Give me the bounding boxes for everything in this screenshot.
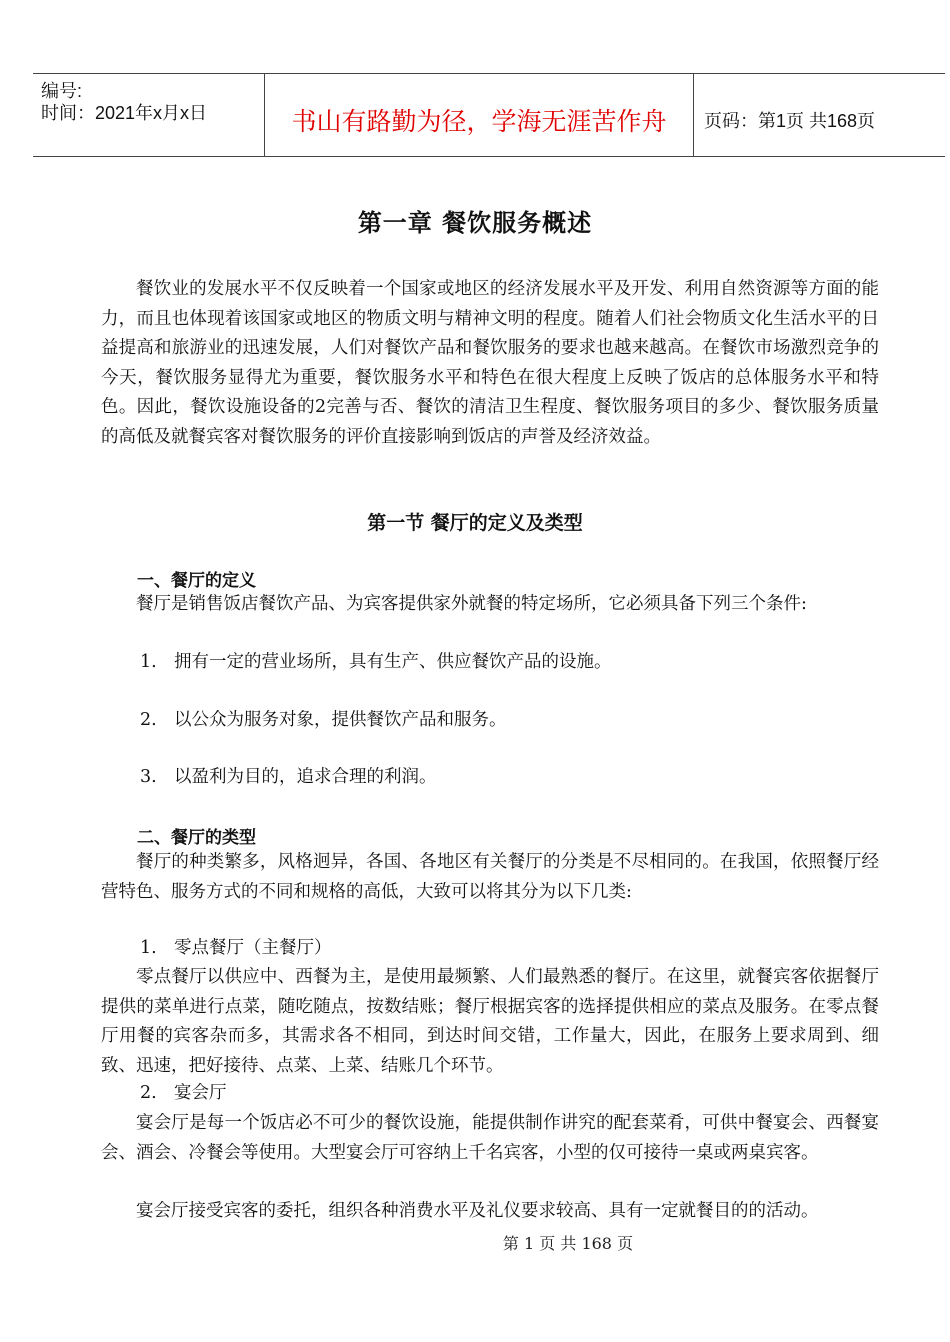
type1-paragraph: 零点餐厅以供应中、西餐为主，是使用最频繁、人们最熟悉的餐厅。在这里，就餐宾客依据餐厅提供的菜单进行点菜，随吃随点，按数结账；餐厅根据宾客的选择提供相应的菜点及服务。在零点餐厅用餐的宾客杂而多，其需求各不相同，到达时间交错，工作量大，因此，在服务上要求周到、细致、迅速，把好接待、点菜、上菜、结账几个环节。: [101, 967, 879, 1076]
chapter-intro-paragraph: 餐饮业的发展水平不仅反映着一个国家或地区的经济发展水平及开发、利用自然资源等方面的能力，而且也体现着该国家或地区的物质文明与精神文明的程度。随着人们社会物质文化生活水平的日益提高和旅游业的迅速发展，人们对餐饮产品和餐饮服务的要求也越来越高。在餐饮市场激烈竞争的今天，餐饮服务显得尤为重要，餐饮服务水平和特色在很大程度上反映了饭店的总体服务水平和特色。因此，餐饮设施设备的2完善与否、餐饮的清洁卫生程度、餐饮服务项目的多少、餐饮服务质量的高低及就餐宾客对餐饮服务的评价直接影响到饭店的声誉及经济效益。: [101, 279, 879, 447]
types-paragraph: 餐厅的种类繁多，风格迥异，各国、各地区有关餐厅的分类是不尽相同的。在我国，依照餐厅经营特色、服务方式的不同和规格的高低，大致可以将其分为以下几类:: [101, 852, 879, 902]
condition-item: [140, 708, 507, 732]
type-title: 宴会厅: [174, 1083, 227, 1103]
type2-paragraph: 宴会厅是每一个饭店必不可少的餐饮设施，能提供制作讲究的配套菜肴，可供中餐宴会、西餐宴会、酒会、冷餐会等使用。大型宴会厅可容纳上千名宾客，小型的仅可接待一桌或两桌宾客。: [101, 1113, 879, 1163]
condition-number: 3.: [140, 767, 157, 787]
type-number: 2.: [140, 1083, 157, 1103]
type-item-title: [140, 936, 332, 960]
condition-item: [140, 650, 612, 674]
motto-text: 书山有路勤为径，学海无涯苦作舟: [291, 107, 667, 136]
definition-paragraph: 餐厅是销售饭店餐饮产品、为宾客提供家外就餐的特定场所，它必须具备下列三个条件:: [136, 594, 807, 614]
type2-paragraph-2: 宴会厅接受宾客的委托，组织各种消费水平及礼仪要求较高、具有一定就餐目的的活动。: [136, 1201, 819, 1221]
condition-item: [140, 765, 437, 789]
condition-text: 以盈利为目的，追求合理的利润。: [174, 767, 437, 787]
type-item-title: [140, 1081, 227, 1105]
definition-heading: 一、餐厅的定义: [137, 571, 256, 591]
condition-number: 2.: [140, 710, 157, 730]
condition-number: 1.: [140, 652, 157, 672]
chapter-title: 第一章 餐饮服务概述: [357, 209, 593, 237]
number-label: 编号:: [41, 81, 83, 101]
type-title: 零点餐厅（主餐厅）: [174, 938, 332, 958]
types-heading: 二、餐厅的类型: [137, 828, 256, 848]
type-number: 1.: [140, 938, 157, 958]
condition-text: 拥有一定的营业场所，具有生产、供应餐饮产品的设施。: [174, 652, 612, 672]
page-footer: 第 1 页 共 168 页: [502, 1234, 634, 1253]
time-label: 时间：2021年x月x日: [41, 103, 208, 123]
condition-text: 以公众为服务对象，提供餐饮产品和服务。: [174, 710, 507, 730]
section-title: 第一节 餐厅的定义及类型: [367, 512, 583, 534]
header-page-label: 页码：第1页 共168页: [704, 111, 876, 131]
